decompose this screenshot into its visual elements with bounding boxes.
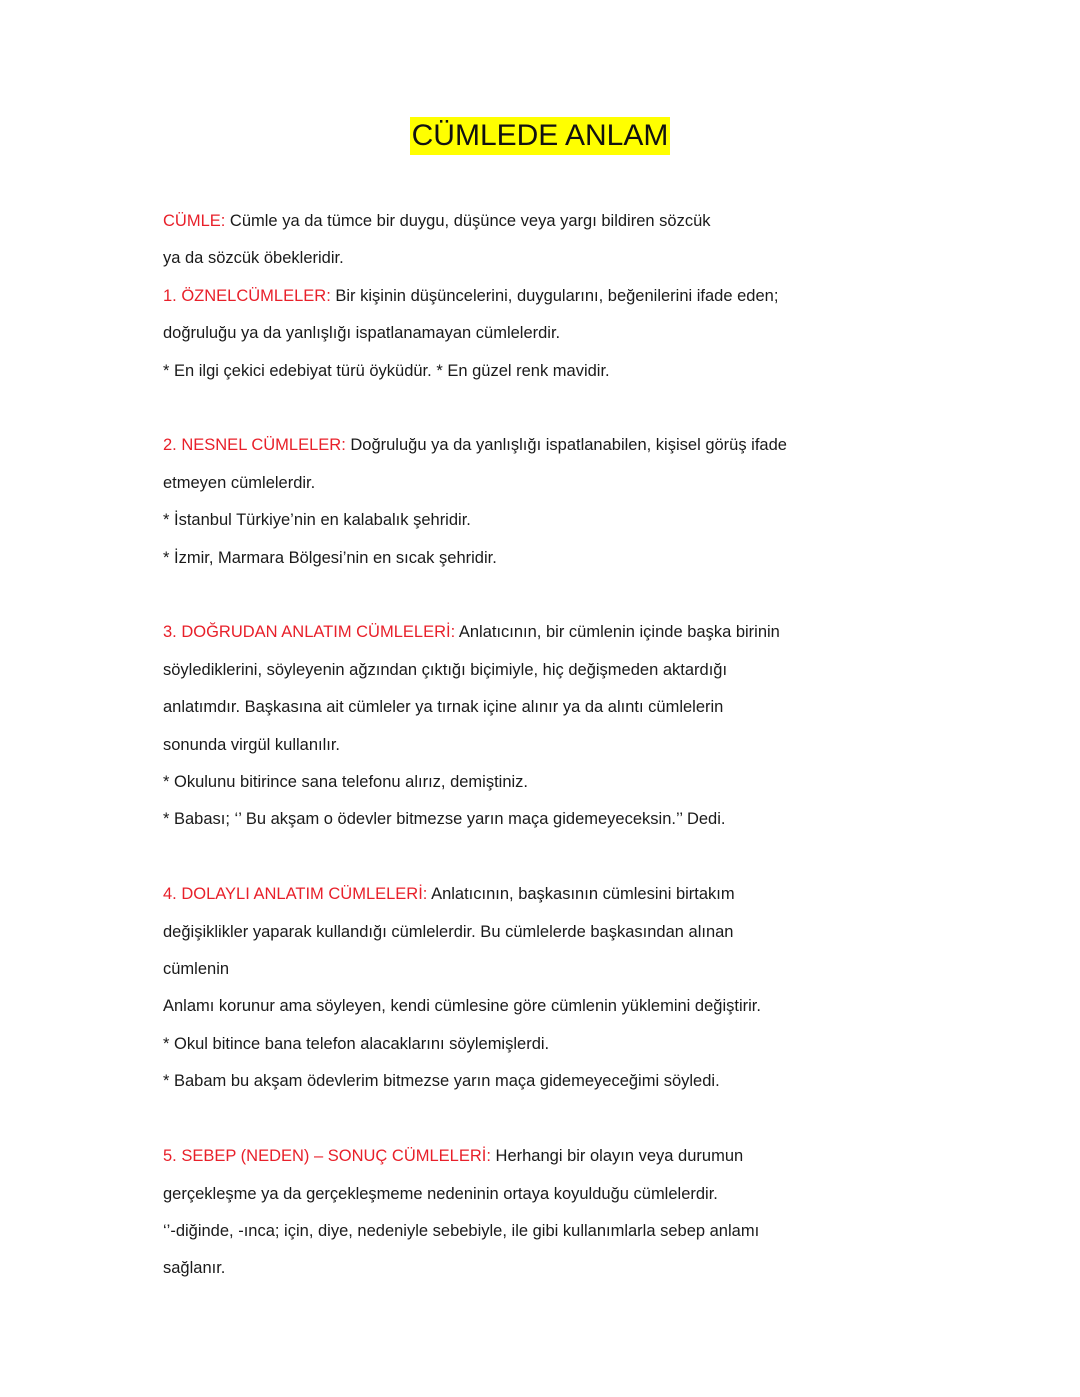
cumle-text: Cümle ya da tümce bir duygu, düşünce veya yargı bildiren sözcük	[225, 212, 711, 230]
dogrudan-heading: 3. DOĞRUDAN ANLATIM CÜMLELERİ:	[163, 623, 456, 642]
oznel-text: Bir kişinin düşüncelerini, duygularını, beğenilerini ifade eden;	[330, 286, 779, 305]
dolayli-line-1	[163, 876, 803, 913]
dogrudan-example-1: * Okulunu bitirince sana telefonu alırız, demiştiniz.	[163, 773, 529, 792]
dogrudan-line-1	[163, 614, 803, 651]
dolayli-text: Anlatıcının, başkasının cümlesini birtakım	[427, 885, 735, 904]
cumle-definition-line-2: ya da sözcük öbekleridir.	[163, 249, 344, 268]
dolayli-line-3: cümlenin	[163, 960, 230, 979]
oznel-line-2: doğruluğu ya da yanlışlığı ispatlanamayan cümlelerdir.	[163, 324, 561, 343]
sebep-line-2: gerçekleşme ya da gerçekleşmeme nedeninin ortaya koyulduğu cümlelerdir.	[163, 1184, 718, 1203]
dogrudan-line-4: sonunda virgül kullanılır.	[163, 735, 341, 754]
dogrudan-example-2: * Babası; ‘’ Bu akşam o ödevler bitmezse yarın maça gidemeyeceksin.’’ Dedi.	[163, 810, 726, 829]
dogrudan-text: Anlatıcının, bir cümlenin içinde başka birinin	[455, 623, 780, 642]
nesnel-line-1	[163, 427, 803, 464]
dogrudan-line-2: söylediklerini, söyleyenin ağzından çıktığı biçimiyle, hiç değişmeden aktardığı	[163, 660, 728, 679]
section-gap	[163, 1101, 803, 1138]
oznel-heading: 1. ÖZNELCÜMLELER:	[163, 286, 331, 305]
nesnel-example-2: * İzmir, Marmara Bölgesi’nin en sıcak şehridir.	[163, 548, 497, 567]
dolayli-line-4: Anlamı korunur ama söyleyen, kendi cümlesine göre cümlenin yüklemini değiştirir.	[163, 997, 761, 1016]
page-title: CÜMLEDE ANLAM	[410, 117, 671, 155]
dolayli-example-2: * Babam bu akşam ödevlerim bitmezse yarın maça gidemeyeceğimi söyledi.	[163, 1072, 720, 1091]
nesnel-line-2: etmeyen cümlelerdir.	[163, 473, 316, 492]
dogrudan-line-3: anlatımdır. Başkasına ait cümleler ya tırnak içine alınır ya da alıntı cümlelerin	[163, 698, 724, 717]
oznel-line-1	[163, 278, 803, 315]
document-body	[163, 203, 803, 1288]
section-gap	[163, 577, 803, 614]
oznel-example-1: * En ilgi çekici edebiyat türü öyküdür. * En güzel renk mavidir.	[163, 361, 610, 380]
nesnel-example-1: * İstanbul Türkiye’nin en kalabalık şehridir.	[163, 511, 471, 530]
sebep-line-3: ‘’-diğinde, -ınca; için, diye, nedeniyle sebebiyle, ile gibi kullanımlarla sebep anlamı	[163, 1221, 760, 1240]
sebep-heading: 5. SEBEP (NEDEN) – SONUÇ CÜMLELERİ:	[163, 1147, 491, 1166]
section-gap	[163, 839, 803, 876]
dolayli-heading: 4. DOLAYLI ANLATIM CÜMLELERİ:	[163, 885, 428, 904]
sebep-line-1	[163, 1138, 803, 1175]
title-container	[0, 117, 1080, 155]
cumle-definition-line-1	[163, 203, 803, 240]
nesnel-text: Doğruluğu ya da yanlışlığı ispatlanabilen, kişisel görüş ifade	[345, 436, 787, 455]
section-gap	[163, 390, 803, 427]
nesnel-heading: 2. NESNEL CÜMLELER:	[163, 436, 346, 455]
sebep-line-4: sağlanır.	[163, 1259, 226, 1278]
dolayli-line-2: değişiklikler yaparak kullandığı cümlelerdir. Bu cümlelerde başkasından alınan	[163, 922, 734, 941]
dolayli-example-1: * Okul bitince bana telefon alacaklarını söylemişlerdi.	[163, 1034, 550, 1053]
sebep-text: Herhangi bir olayın veya durumun	[490, 1147, 744, 1166]
cumle-heading: CÜMLE:	[163, 212, 226, 230]
